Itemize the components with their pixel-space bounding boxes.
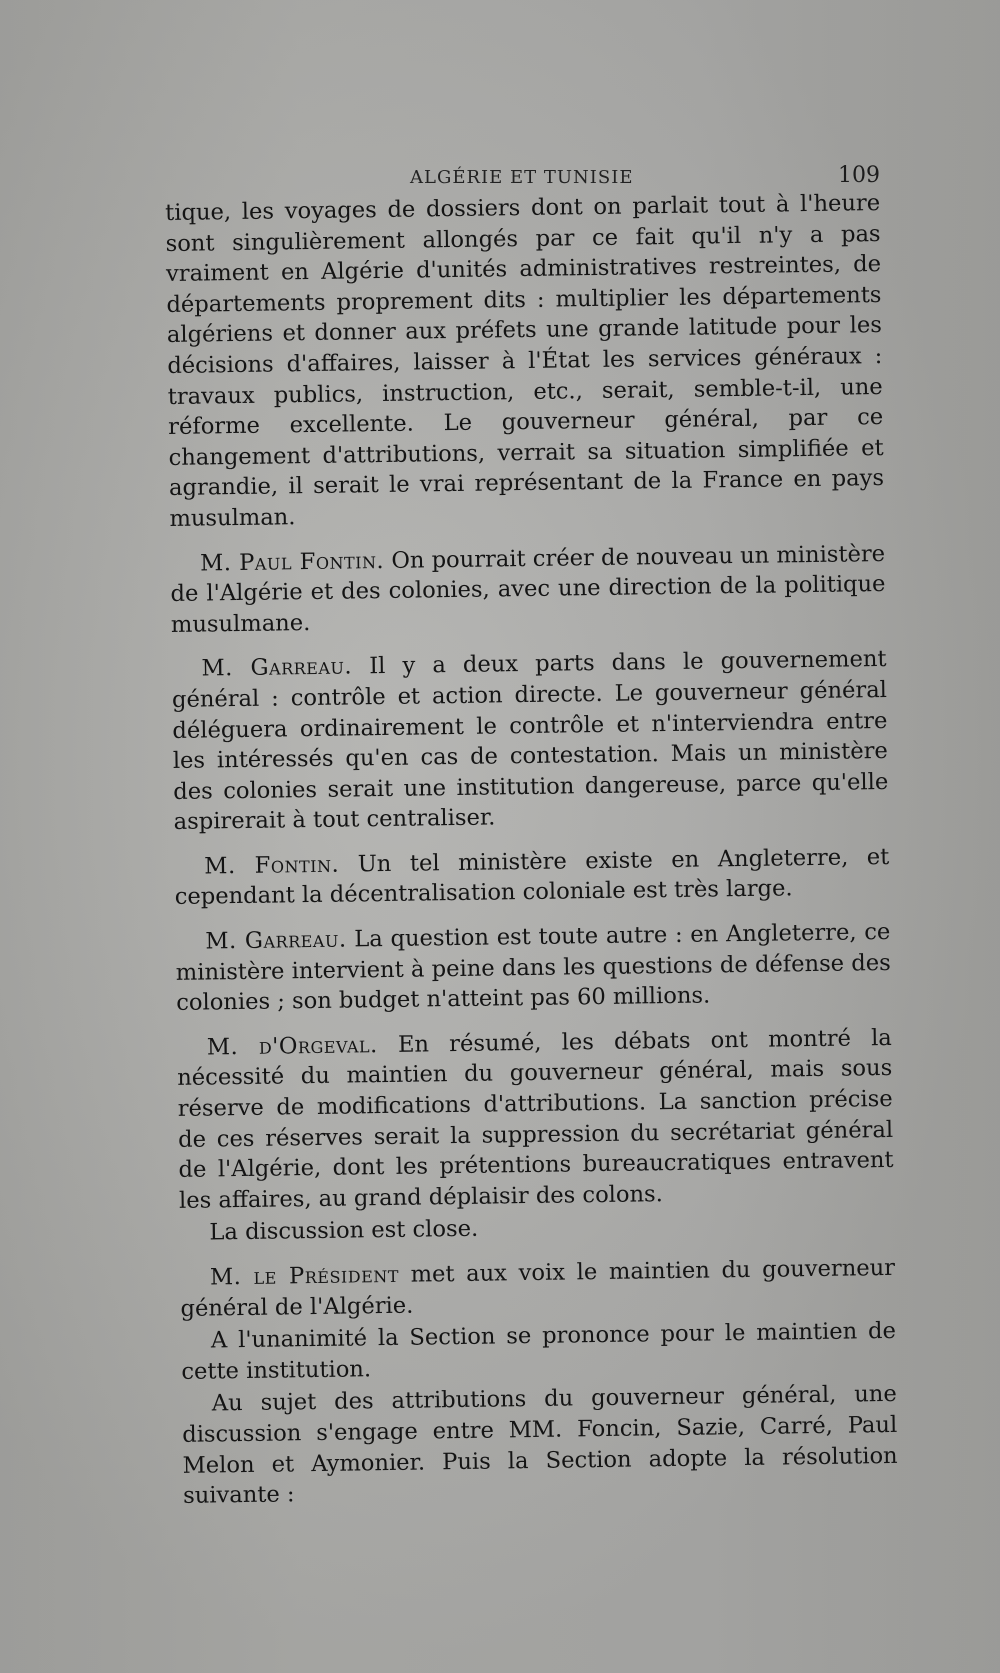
speaker-name: M. Garreau. bbox=[201, 653, 353, 682]
paragraph-text: tique, les voyages de dossiers dont on parlait tout à l'heure sont singulièrement allongés par ce fait qu'il n'y a pas vraiment en Algérie d'unités administratives restreintes, de départements proprement dits : multiplier les départements algériens et donner aux préfets une grande latitude pour les décisions d'affaires, laisser à l'État les services généraux : travaux publics, instruction, etc., serait, semble-t-il, une réforme excellente. Le gouverneur général, par ce changement d'attributions, verrait sa situation simplifiée et agrandie, il serait le vrai représentant de la France en pays musulman. bbox=[165, 190, 885, 532]
paragraph-text: Un tel ministère existe en Angleterre, et cependant la décentralisation coloniale est très large. bbox=[174, 843, 890, 911]
paragraph-fontin-1 bbox=[170, 539, 886, 641]
page-number: 109 bbox=[838, 163, 880, 188]
paragraph-text: A l'unanimité la Section se prononce pour le maintien de cette institution. bbox=[181, 1318, 897, 1385]
paragraph-fontin-2 bbox=[174, 842, 890, 913]
paragraph-text: met aux voix le maintien du gouverneur général de l'Algérie. bbox=[180, 1254, 896, 1322]
speaker-name: M. d'Orgeval. bbox=[206, 1031, 378, 1061]
paragraph-text: Au sujet des attributions du gouverneur général, une discussion s'engage entre MM. Foncin, Sazie, Carré, Paul Melon et Aymonier. Puis la Section adopte la résolution suivante : bbox=[182, 1381, 898, 1510]
paragraph-text: Il y a deux parts dans le gouvernement général : contrôle et action directe. Le gouverneur général déléguera ordinairement le contrôle et n'interviendra entre les intéressés qu'en cas de contestation. Mais un ministère des colonies serait une institution dangereuse, parce qu'elle aspirerait à tout centraliser. bbox=[171, 646, 889, 836]
paragraph-resolution-intro bbox=[182, 1379, 899, 1511]
body-text bbox=[165, 188, 898, 1512]
paragraph-unanimity bbox=[181, 1316, 897, 1387]
paragraph-text: On pourrait créer de nouveau un ministère de l'Algérie et des colonies, avec une direction de la politique musulmane. bbox=[170, 540, 886, 638]
paragraph-continuation bbox=[165, 188, 885, 534]
paragraph-text: La question est toute autre : en Angleterre, ce ministère intervient à peine dans les questions de défense des colonies ; son budget n'atteint pas 60 millions. bbox=[175, 919, 891, 1017]
paragraph-text: En résumé, les débats ont montré la nécessité du maintien du gouverneur général, mais sous réserve de modifications d'attributions. La sanction précise de ces réserves serait la suppression du secrétariat général de l'Algérie, dont les prétentions bureaucratiques entravent les affaires, au grand déplaisir des colons. bbox=[177, 1024, 894, 1214]
paragraph-orgeval bbox=[177, 1023, 894, 1217]
paragraph-text: La discussion est close. bbox=[209, 1216, 479, 1246]
speaker-name: M. Garreau. bbox=[205, 926, 347, 955]
paragraph-president bbox=[180, 1253, 896, 1324]
speaker-name: M. le Président bbox=[209, 1261, 400, 1291]
running-head: ALGÉRIE ET TUNISIE bbox=[410, 167, 634, 188]
speaker-name: M. Paul Fontin. bbox=[199, 547, 385, 577]
speaker-name: M. Fontin. bbox=[204, 851, 340, 880]
paragraph-garreau-2 bbox=[175, 917, 891, 1019]
paragraph-garreau-1 bbox=[171, 644, 888, 838]
